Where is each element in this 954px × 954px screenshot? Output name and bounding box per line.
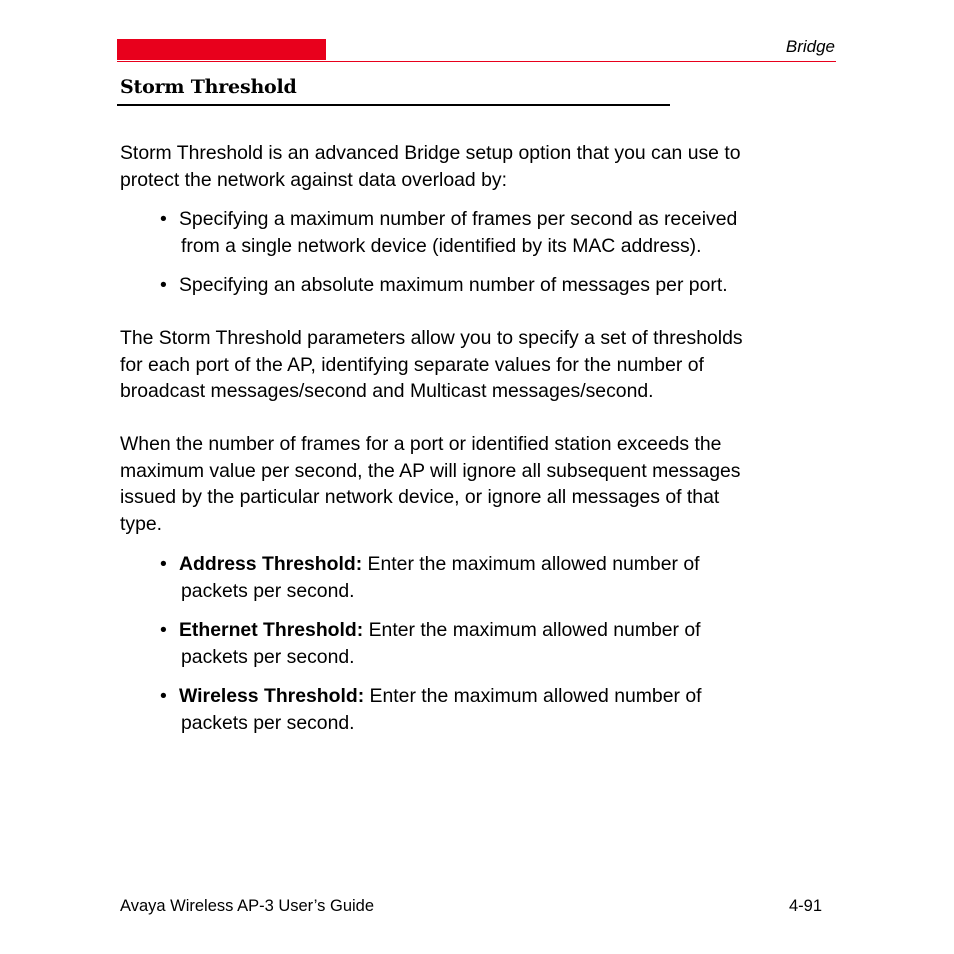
paragraph-line: for each port of the AP, identifying separate values for the number of bbox=[120, 353, 704, 376]
running-head: Bridge bbox=[785, 37, 835, 56]
list-item-text: packets per second. bbox=[181, 645, 355, 668]
footer-page-number: 4-91 bbox=[788, 897, 822, 915]
intro-paragraph bbox=[120, 140, 840, 193]
section-title: Storm Threshold bbox=[120, 76, 297, 98]
ethernet-threshold-item bbox=[160, 617, 840, 670]
bullet-glyph: • bbox=[160, 208, 167, 230]
term-description: Enter the maximum allowed number of bbox=[363, 619, 701, 641]
paragraph-line: protect the network against data overload by: bbox=[120, 168, 507, 191]
list-item-text bbox=[160, 551, 840, 578]
paragraph-line: broadcast messages/second and Multicast messages/second. bbox=[120, 380, 654, 402]
list-item bbox=[160, 272, 840, 299]
term-description: Enter the maximum allowed number of bbox=[364, 685, 702, 707]
bullet-glyph: • bbox=[160, 274, 167, 296]
list-item-text bbox=[160, 683, 840, 710]
term-description: Enter the maximum allowed number of bbox=[362, 553, 700, 575]
list-item-text: packets per second. bbox=[181, 579, 355, 602]
list-item-text: from a single network device (identified by its MAC address). bbox=[181, 234, 702, 257]
frames-paragraph bbox=[120, 431, 840, 537]
footer-guide-title: Avaya Wireless AP-3 User’s Guide bbox=[120, 897, 375, 915]
parameters-paragraph bbox=[120, 325, 840, 405]
list-item-text: Specifying a maximum number of frames per second as received bbox=[179, 208, 738, 230]
term-label: Address Threshold: bbox=[179, 553, 363, 575]
list-item-text bbox=[160, 617, 840, 644]
bullet-glyph: • bbox=[160, 619, 167, 641]
section-title-rule bbox=[117, 104, 670, 106]
address-threshold-item bbox=[160, 551, 840, 604]
list-item bbox=[160, 206, 840, 259]
paragraph-line: Storm Threshold is an advanced Bridge setup option that you can use to bbox=[120, 142, 741, 164]
term-label: Wireless Threshold: bbox=[179, 685, 365, 707]
paragraph-line: issued by the particular network device, or ignore all messages of that bbox=[120, 486, 720, 508]
header-accent-bar bbox=[117, 39, 326, 60]
header-rule bbox=[117, 61, 836, 62]
list-item-text: Specifying an absolute maximum number of messages per port. bbox=[179, 274, 728, 296]
paragraph-line: type. bbox=[120, 512, 163, 535]
paragraph-line: When the number of frames for a port or identified station exceeds the bbox=[120, 433, 722, 455]
bullet-glyph: • bbox=[160, 685, 167, 707]
bullet-glyph: • bbox=[160, 553, 167, 575]
list-item-text: packets per second. bbox=[181, 711, 355, 734]
term-label: Ethernet Threshold: bbox=[179, 619, 364, 641]
wireless-threshold-item bbox=[160, 683, 840, 736]
paragraph-line: The Storm Threshold parameters allow you to specify a set of thresholds bbox=[120, 327, 743, 349]
paragraph-line: maximum value per second, the AP will ignore all subsequent messages bbox=[120, 459, 741, 482]
